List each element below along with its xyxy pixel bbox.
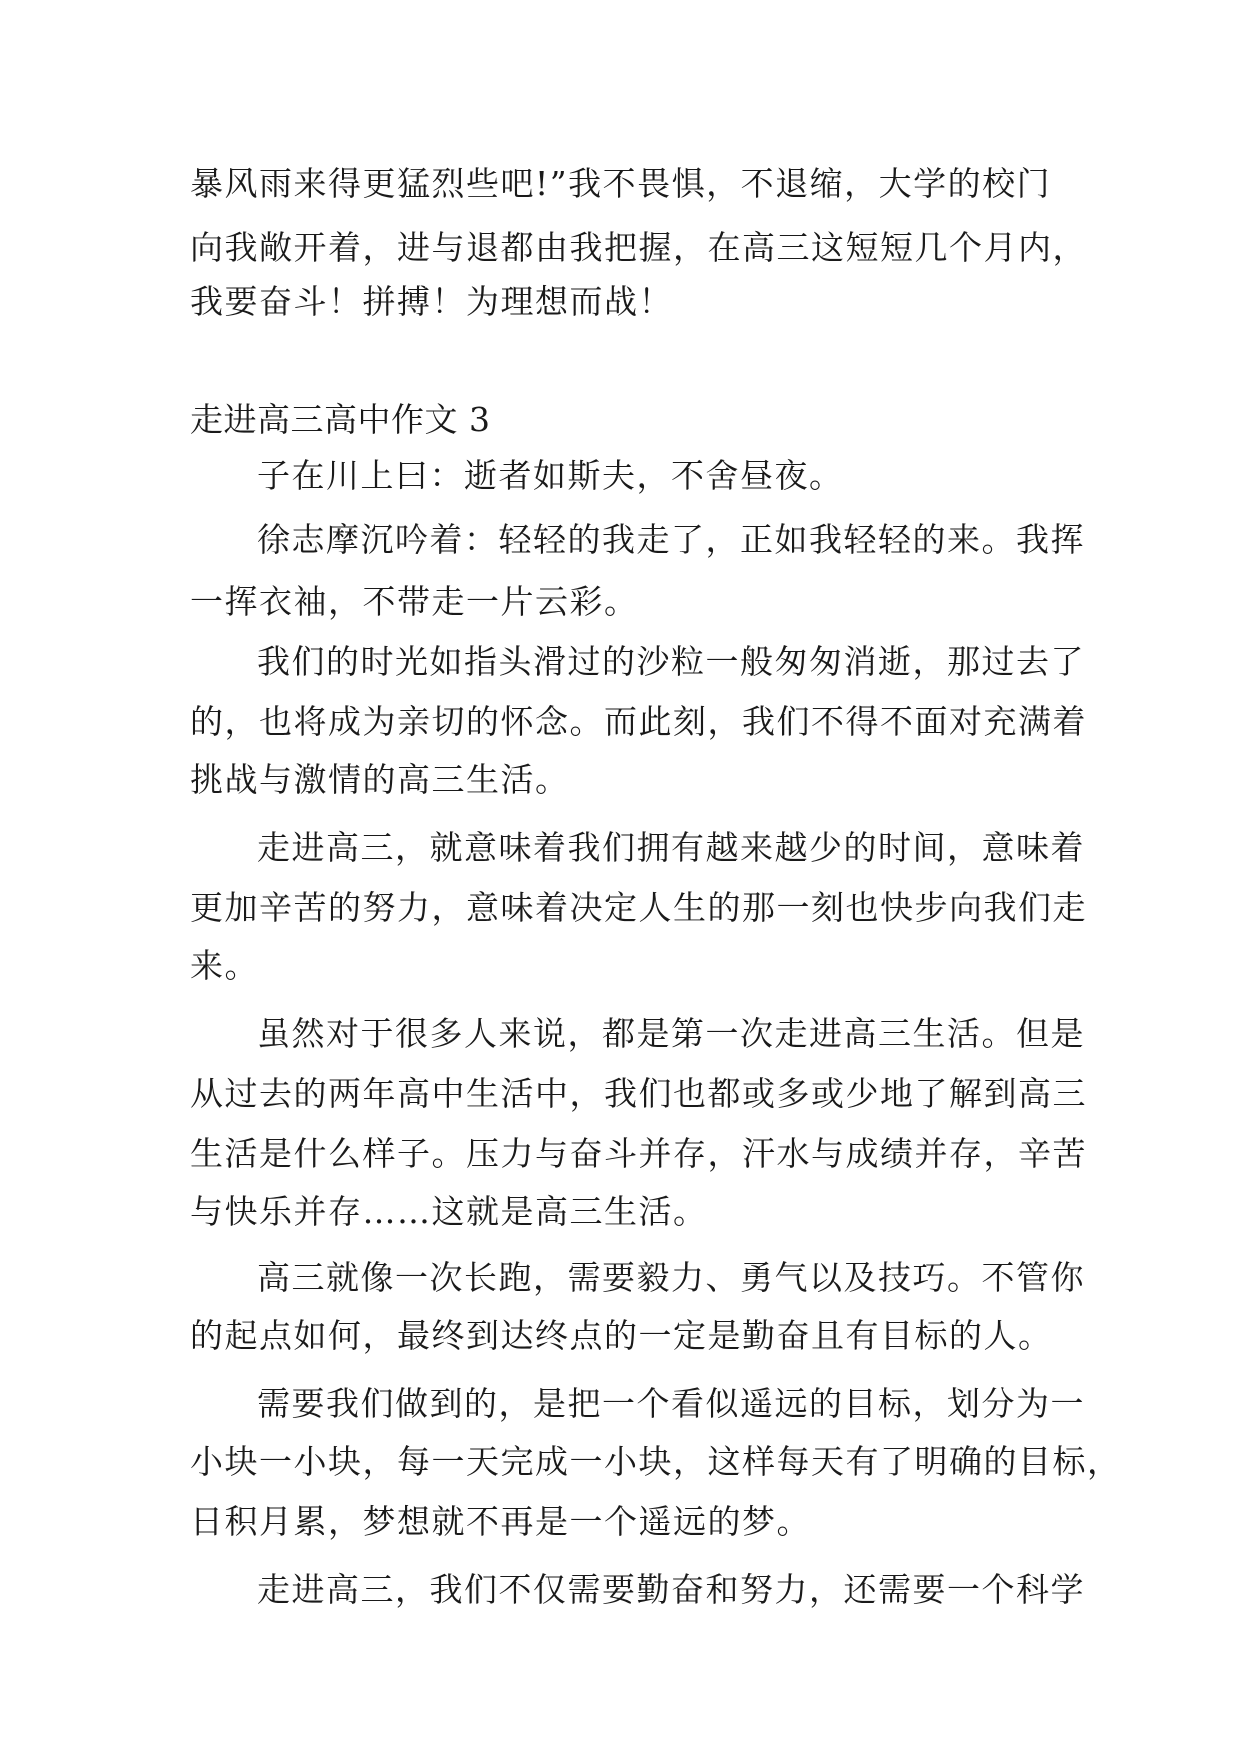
text-line: 虽然对于很多人来说，都是第一次走进高三生活。但是 xyxy=(257,1014,1085,1053)
text-line: 高三就像一次长跑，需要毅力、勇气以及技巧。不管你 xyxy=(257,1258,1085,1297)
text-line: 与快乐并存……这就是高三生活。 xyxy=(190,1192,708,1231)
text-line: 挑战与激情的高三生活。 xyxy=(190,760,570,799)
text-line: 来。 xyxy=(190,946,259,985)
text-line: 的起点如何，最终到达终点的一定是勤奋且有目标的人。 xyxy=(190,1316,1053,1355)
text-line: 暴风雨来得更猛烈些吧!”我不畏惧，不退缩，大学的校门 xyxy=(190,164,1052,203)
text-line: 子在川上曰：逝者如斯夫，不舍昼夜。 xyxy=(257,456,844,495)
essay-title: 走进高三高中作文 3 xyxy=(190,400,491,439)
text-line: 的，也将成为亲切的怀念。而此刻，我们不得不面对充满着 xyxy=(190,702,1087,741)
text-line: 我们的时光如指头滑过的沙粒一般匆匆消逝，那过去了 xyxy=(257,642,1085,681)
text-line: 一挥衣袖，不带走一片云彩。 xyxy=(190,582,639,621)
text-line: 从过去的两年高中生活中，我们也都或多或少地了解到高三 xyxy=(190,1074,1087,1113)
text-line: 日积月累，梦想就不再是一个遥远的梦。 xyxy=(190,1502,811,1541)
text-line: 向我敞开着，进与退都由我把握，在高三这短短几个月内， xyxy=(190,228,1087,267)
text-line: 生活是什么样子。压力与奋斗并存，汗水与成绩并存，辛苦 xyxy=(190,1134,1087,1173)
text-line: 需要我们做到的，是把一个看似遥远的目标，划分为一 xyxy=(257,1384,1085,1423)
text-line: 小块一小块，每一天完成一小块，这样每天有了明确的目标， xyxy=(190,1442,1122,1481)
text-line: 走进高三，我们不仅需要勤奋和努力，还需要一个科学 xyxy=(257,1570,1085,1609)
text-line: 更加辛苦的努力，意味着决定人生的那一刻也快步向我们走 xyxy=(190,888,1087,927)
text-line: 走进高三，就意味着我们拥有越来越少的时间，意味着 xyxy=(257,828,1085,867)
text-line: 徐志摩沉吟着：轻轻的我走了，正如我轻轻的来。我挥 xyxy=(257,520,1085,559)
text-line: 我要奋斗！拼搏！为理想而战！ xyxy=(190,282,673,321)
